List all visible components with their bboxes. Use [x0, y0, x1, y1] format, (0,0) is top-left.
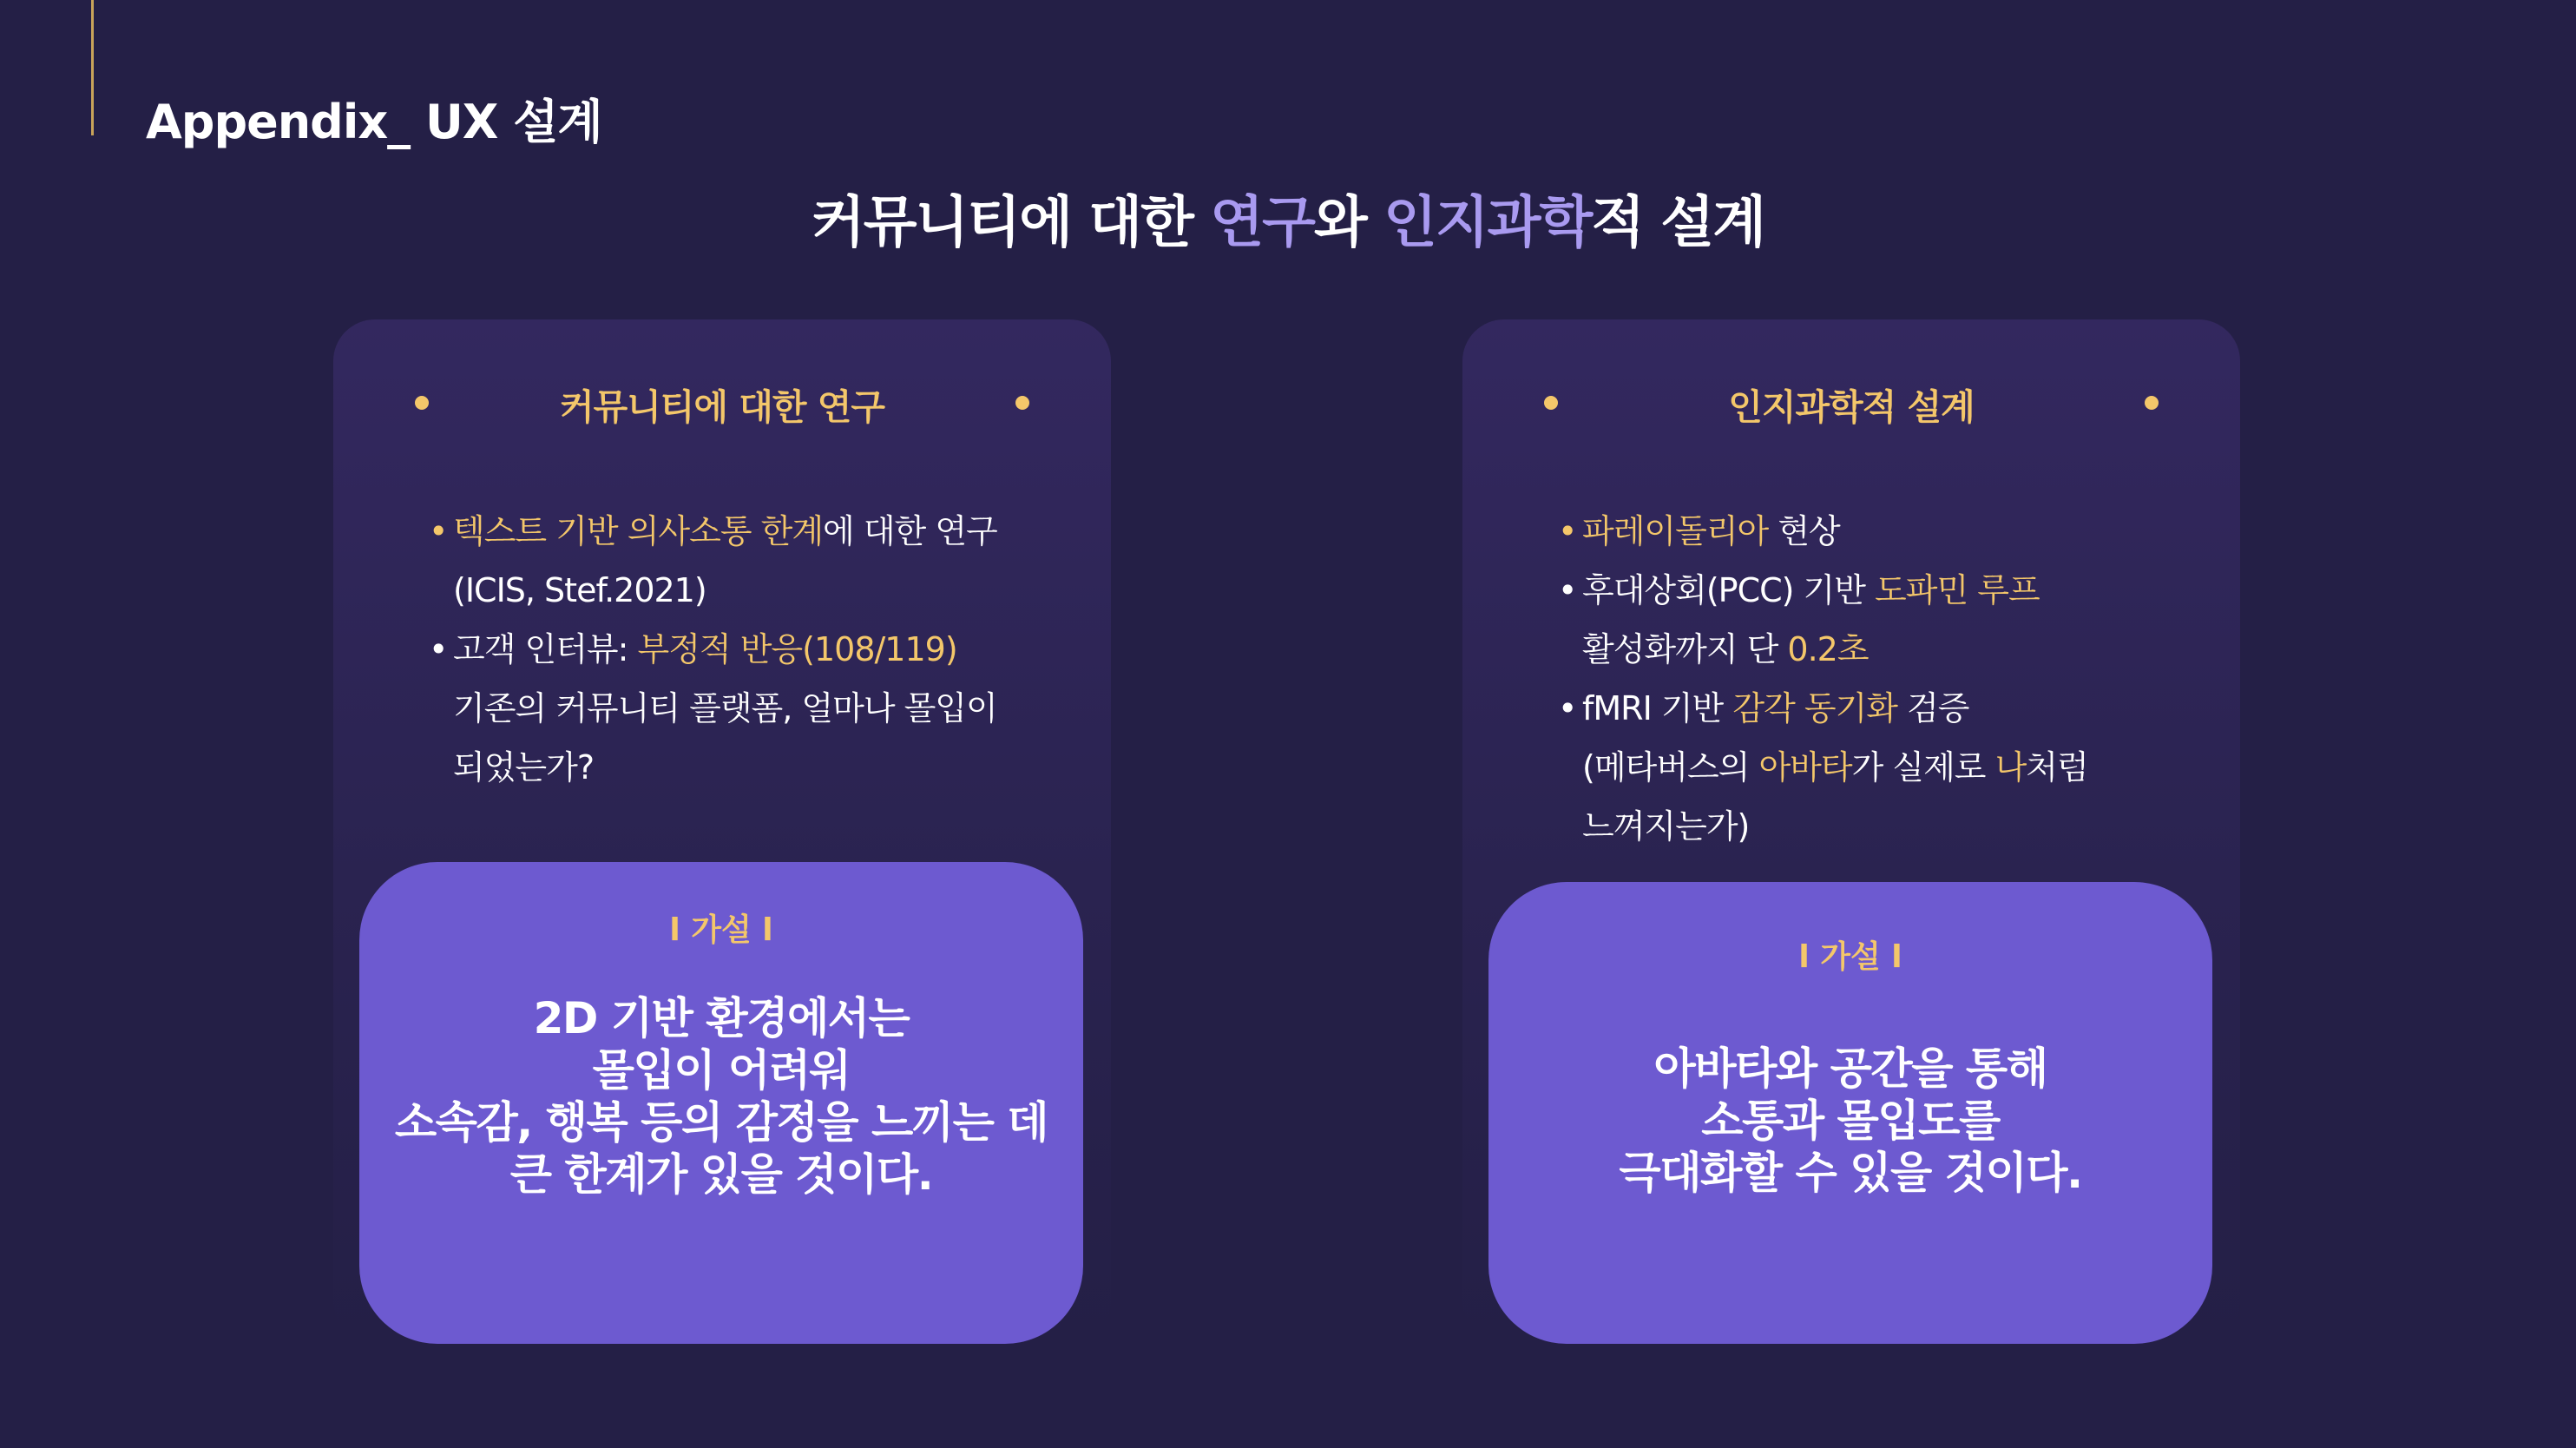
title-part-1: 커뮤니티에 대한 — [811, 191, 1211, 255]
title-highlight-cognitive: 인지과학 — [1383, 191, 1592, 255]
card-header — [1462, 375, 2240, 427]
highlight-text: 파레이돌리아 — [1582, 512, 1769, 550]
hypothesis-box — [1488, 882, 2212, 1344]
hypothesis-line: 극대화할 수 있을 것이다. — [1619, 1148, 2082, 1198]
design-points — [1558, 502, 2218, 856]
bullet-icon: • — [429, 512, 448, 550]
highlight-text: 부정적 반응(108/119) — [637, 630, 957, 668]
bullet-icon: • — [429, 630, 448, 668]
hypothesis-text — [377, 992, 1066, 1201]
list-item — [1558, 502, 2218, 561]
hypothesis-line: 큰 한계가 있을 것이다. — [509, 1149, 933, 1200]
point-text: 고객 인터뷰: — [453, 630, 638, 668]
slide-title — [0, 178, 2576, 258]
list-item — [1558, 679, 2218, 856]
highlight-text: 0.2초 — [1787, 630, 1869, 668]
card-title: 커뮤니티에 대한 연구 — [559, 386, 884, 428]
list-item — [1558, 561, 2218, 679]
point-text: (ICIS, Stef.2021) — [453, 571, 706, 609]
card-header — [333, 375, 1111, 427]
research-points — [429, 502, 1088, 797]
card-title: 인지과학적 설계 — [1728, 386, 1975, 428]
highlight-text: 감각 동기화 — [1732, 689, 1897, 727]
title-part-2: 와 — [1313, 191, 1384, 255]
bullet-icon: • — [1558, 512, 1577, 550]
hypothesis-line: 몰입이 어려워 — [592, 1045, 851, 1096]
point-text: 기존의 커뮤니티 플랫폼, 얼마나 몰입이 — [453, 689, 997, 727]
header-accent-line — [91, 0, 94, 135]
header-dot-icon — [1015, 396, 1029, 410]
hypothesis-line: 소속감, 행복 등의 감정을 느끼는 데 — [394, 1097, 1048, 1148]
point-text: 후대상회(PCC) 기반 — [1582, 571, 1876, 609]
title-highlight-research: 연구 — [1210, 191, 1314, 255]
point-text: 처럼 — [2026, 748, 2088, 787]
hypothesis-line: 소통과 몰입도를 — [1701, 1096, 2000, 1146]
point-text: 에 대한 연구 — [823, 512, 997, 550]
page-header: Appendix_ UX 설계 — [146, 95, 602, 149]
point-text: (메타버스의 — [1582, 748, 1759, 787]
header-dot-icon — [2145, 396, 2159, 410]
point-text: 검증 — [1896, 689, 1969, 727]
highlight-text: 도파민 루프 — [1875, 571, 2040, 609]
list-item — [429, 620, 1088, 797]
hypothesis-box — [359, 862, 1083, 1344]
bullet-icon: • — [1558, 571, 1577, 609]
highlight-text: 아바타 — [1758, 748, 1852, 787]
cognitive-design-card — [1462, 319, 2240, 1344]
hypothesis-line: 아바타와 공간을 통해 — [1653, 1043, 2047, 1094]
point-text: 가 실제로 — [1851, 748, 1995, 787]
highlight-text: 텍스트 기반 의사소통 한계 — [453, 512, 824, 550]
hypothesis-label: l 가설 l — [669, 912, 773, 948]
point-text: 느껴지는가) — [1582, 807, 1750, 846]
highlight-text: 나 — [1994, 748, 2027, 787]
point-text: 되었는가? — [453, 748, 595, 787]
hypothesis-line: 2D 기반 환경에서는 — [533, 993, 910, 1043]
point-text: fMRI 기반 — [1582, 689, 1733, 727]
bullet-icon: • — [1558, 689, 1577, 727]
community-research-card — [333, 319, 1111, 1344]
title-part-3: 적 설계 — [1591, 191, 1765, 255]
point-text: 활성화까지 단 — [1582, 630, 1788, 668]
list-item — [429, 502, 1088, 620]
point-text: 현상 — [1768, 512, 1840, 550]
hypothesis-text — [1506, 1043, 2195, 1199]
hypothesis-label: l 가설 l — [1798, 939, 1902, 975]
